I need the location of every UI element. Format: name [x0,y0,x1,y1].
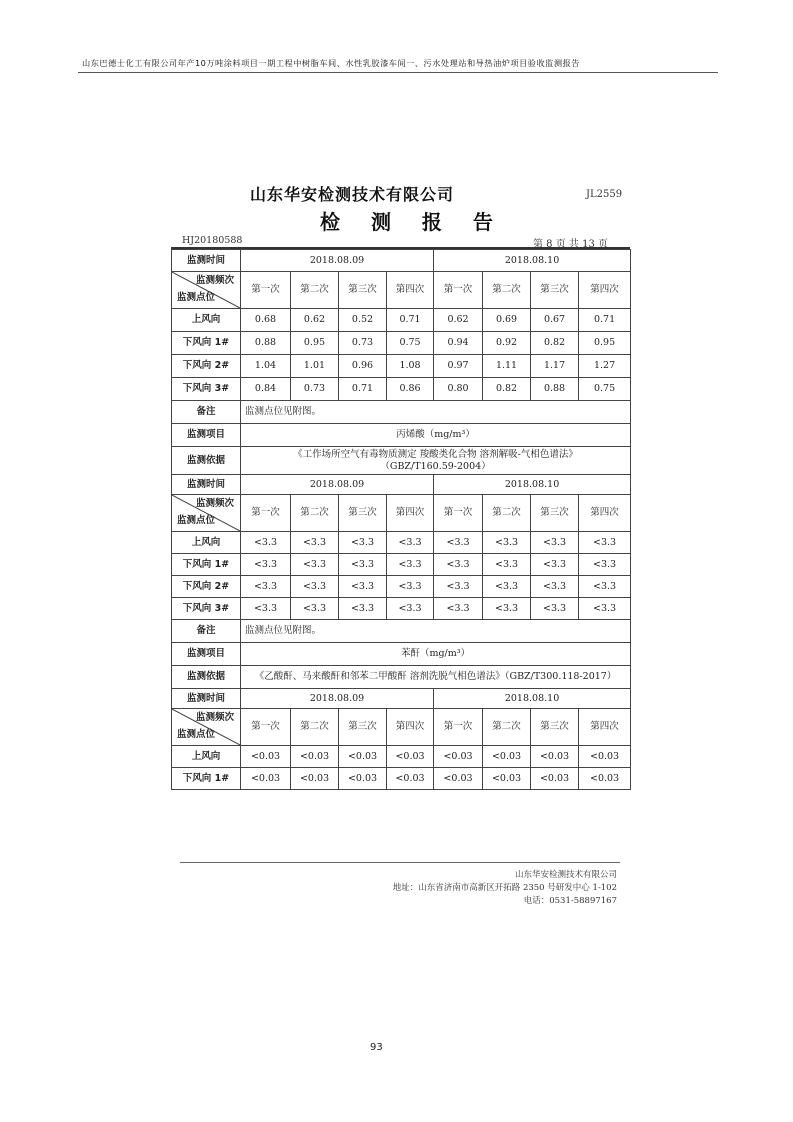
table-row [172,332,631,355]
table-row [172,768,631,790]
remark-label: 备注 [172,620,241,643]
value-cell: <0.03 [339,768,387,790]
value-cell: 1.17 [531,355,579,378]
monitor-basis-value [241,447,631,475]
freq-cell: 第一次 [434,495,483,532]
monitor-basis-label: 监测依据 [172,666,241,689]
value-cell: <3.3 [483,532,531,554]
value-cell: 0.82 [483,378,531,401]
value-cell: 0.73 [291,378,339,401]
value-cell: <3.3 [241,576,291,598]
value-cell: <0.03 [579,746,631,768]
monitor-point-label: 监测点位 [177,515,216,526]
value-cell: <3.3 [339,576,387,598]
value-cell: <0.03 [579,768,631,790]
value-cell: 0.80 [434,378,483,401]
diagonal-header-cell [172,272,241,309]
diagonal-header-cell [172,495,241,532]
date-cell: 2018.08.10 [434,250,631,272]
table-row [172,598,631,620]
freq-cell: 第一次 [241,272,291,309]
header-rule [78,72,718,73]
table-row-remark [172,401,631,424]
value-cell: 0.88 [531,378,579,401]
report-number: HJ20180588 [182,235,243,246]
value-cell: 0.71 [339,378,387,401]
value-cell: 1.27 [579,355,631,378]
monitor-point-label: 监测点位 [177,729,216,740]
freq-cell: 第三次 [531,709,579,746]
value-cell: <3.3 [483,576,531,598]
table-row-monitor-time [172,250,631,272]
value-cell: 0.75 [387,332,434,355]
table-row [172,309,631,332]
table-row [172,355,631,378]
value-cell: <3.3 [434,532,483,554]
value-cell: <3.3 [387,554,434,576]
footer-phone: 电话：0531-58897167 [523,896,617,906]
value-cell: 0.52 [339,309,387,332]
basis-line: （GBZ/T160.59-2004） [380,460,491,472]
freq-cell: 第四次 [579,272,631,309]
table-row [172,532,631,554]
value-cell: <0.03 [483,746,531,768]
point-cell: 上风向 [172,746,241,768]
value-cell: 0.94 [434,332,483,355]
table-row-monitor-basis [172,666,631,689]
freq-cell: 第一次 [434,272,483,309]
freq-cell: 第二次 [483,709,531,746]
point-cell: 下风向 2# [172,576,241,598]
monitoring-table [171,249,631,790]
value-cell: <3.3 [339,598,387,620]
value-cell: 1.01 [291,355,339,378]
freq-cell: 第一次 [241,709,291,746]
table-row [172,554,631,576]
monitor-time-label: 监测时间 [172,689,241,709]
value-cell: <3.3 [241,532,291,554]
point-cell: 下风向 1# [172,768,241,790]
value-cell: <3.3 [291,554,339,576]
date-cell: 2018.08.09 [241,250,434,272]
value-cell: <3.3 [434,554,483,576]
monitor-freq-label: 监测频次 [195,498,234,509]
freq-cell: 第二次 [483,272,531,309]
table-row-monitor-item [172,424,631,447]
table-row-freq-header [172,709,631,746]
freq-cell: 第二次 [291,709,339,746]
table-row-monitor-basis [172,447,631,475]
table-row-remark [172,620,631,643]
point-cell: 下风向 1# [172,554,241,576]
freq-cell: 第一次 [434,709,483,746]
value-cell: <0.03 [387,768,434,790]
value-cell: <3.3 [339,532,387,554]
point-cell: 下风向 3# [172,598,241,620]
value-cell: <3.3 [339,554,387,576]
value-cell: <3.3 [291,576,339,598]
freq-cell: 第三次 [339,495,387,532]
freq-cell: 第四次 [579,495,631,532]
table-row-freq-header [172,272,631,309]
date-cell: 2018.08.09 [241,689,434,709]
value-cell: <0.03 [434,746,483,768]
freq-cell: 第四次 [387,709,434,746]
monitor-basis-label: 监测依据 [172,447,241,475]
value-cell: 0.86 [387,378,434,401]
value-cell: <3.3 [579,554,631,576]
value-cell: 0.88 [241,332,291,355]
freq-cell: 第四次 [387,272,434,309]
monitor-basis-value: 《乙酸酐、马来酸酐和邻苯二甲酸酐 溶剂洗脱气相色谱法》（GBZ/T300.118-2017） [241,666,631,689]
value-cell: 0.73 [339,332,387,355]
value-cell: <3.3 [579,532,631,554]
point-cell: 上风向 [172,309,241,332]
value-cell: 0.69 [483,309,531,332]
value-cell: <0.03 [241,746,291,768]
value-cell: <3.3 [291,532,339,554]
page-number: 93 [370,1042,383,1053]
table-row [172,576,631,598]
value-cell: <3.3 [241,554,291,576]
footer-address: 地址：山东省济南市高新区开拓路 2350 号研发中心 1-102 [392,883,617,893]
value-cell: <0.03 [387,746,434,768]
value-cell: <3.3 [531,576,579,598]
point-cell: 下风向 3# [172,378,241,401]
value-cell: 1.11 [483,355,531,378]
freq-cell: 第三次 [531,272,579,309]
footer-company: 山东华安检测技术有限公司 [514,870,617,880]
page-info: 第 8 页 共 13 页 [533,239,608,250]
basis-line: 《工作场所空气有毒物质测定 羧酸类化合物 溶剂解吸-气相色谱法》 [293,448,578,460]
table-row-monitor-time [172,475,631,495]
value-cell: 0.95 [579,332,631,355]
value-cell: 0.92 [483,332,531,355]
value-cell: 0.67 [531,309,579,332]
value-cell: <3.3 [241,598,291,620]
freq-cell: 第三次 [339,709,387,746]
freq-cell: 第三次 [339,272,387,309]
monitor-point-label: 监测点位 [177,292,216,303]
date-cell: 2018.08.09 [241,475,434,495]
footer-rule [180,862,620,863]
value-cell: <0.03 [241,768,291,790]
value-cell: 0.62 [434,309,483,332]
point-cell: 下风向 2# [172,355,241,378]
monitor-item-value: 丙烯酸（mg/m³） [241,424,631,447]
table-row-monitor-time [172,689,631,709]
value-cell: 0.62 [291,309,339,332]
value-cell: <3.3 [483,598,531,620]
value-cell: <3.3 [579,598,631,620]
value-cell: 0.75 [579,378,631,401]
report-title: 检 测 报 告 [320,210,505,234]
value-cell: 0.97 [434,355,483,378]
value-cell: 0.71 [579,309,631,332]
value-cell: 0.82 [531,332,579,355]
remark-text: 监测点位见附图。 [241,401,631,424]
value-cell: 0.96 [339,355,387,378]
date-cell: 2018.08.10 [434,689,631,709]
monitor-item-label: 监测项目 [172,424,241,447]
value-cell: <3.3 [434,598,483,620]
value-cell: 1.04 [241,355,291,378]
monitor-item-value: 苯酐（mg/m³） [241,643,631,666]
value-cell: <3.3 [291,598,339,620]
value-cell: <3.3 [387,598,434,620]
value-cell: <3.3 [387,532,434,554]
remark-text: 监测点位见附图。 [241,620,631,643]
monitoring-table-container [171,247,630,790]
value-cell: 0.71 [387,309,434,332]
value-cell: <0.03 [531,768,579,790]
monitor-freq-label: 监测频次 [195,712,234,723]
value-cell: <0.03 [339,746,387,768]
value-cell: 0.68 [241,309,291,332]
value-cell: <3.3 [531,598,579,620]
monitor-time-label: 监测时间 [172,475,241,495]
value-cell: 1.08 [387,355,434,378]
value-cell: <3.3 [531,532,579,554]
value-cell: <0.03 [434,768,483,790]
point-cell: 上风向 [172,532,241,554]
table-row [172,746,631,768]
monitor-item-label: 监测项目 [172,643,241,666]
freq-cell: 第二次 [291,272,339,309]
value-cell: <3.3 [579,576,631,598]
freq-cell: 第四次 [579,709,631,746]
diagonal-header-cell [172,709,241,746]
running-header: 山东巴德士化工有限公司年产10万吨涂料项目一期工程中树脂车间、水性乳胶漆车间一、污水处理站和导热油炉项目验收监测报告 [82,58,580,68]
monitor-freq-label: 监测频次 [195,275,234,286]
table-row-monitor-item [172,643,631,666]
freq-cell: 第一次 [241,495,291,532]
point-cell: 下风向 1# [172,332,241,355]
freq-cell: 第二次 [291,495,339,532]
freq-cell: 第三次 [531,495,579,532]
value-cell: <3.3 [531,554,579,576]
freq-cell: 第二次 [483,495,531,532]
value-cell: 0.95 [291,332,339,355]
value-cell: 0.84 [241,378,291,401]
value-cell: <0.03 [291,746,339,768]
value-cell: <0.03 [291,768,339,790]
freq-cell: 第四次 [387,495,434,532]
doc-code: JL2559 [586,189,623,200]
value-cell: <3.3 [434,576,483,598]
table-row [172,378,631,401]
company-title: 山东华安检测技术有限公司 [250,185,455,204]
date-cell: 2018.08.10 [434,475,631,495]
value-cell: <3.3 [387,576,434,598]
table-row-freq-header [172,495,631,532]
remark-label: 备注 [172,401,241,424]
monitor-time-label: 监测时间 [172,250,241,272]
value-cell: <0.03 [531,746,579,768]
value-cell: <3.3 [483,554,531,576]
value-cell: <0.03 [483,768,531,790]
